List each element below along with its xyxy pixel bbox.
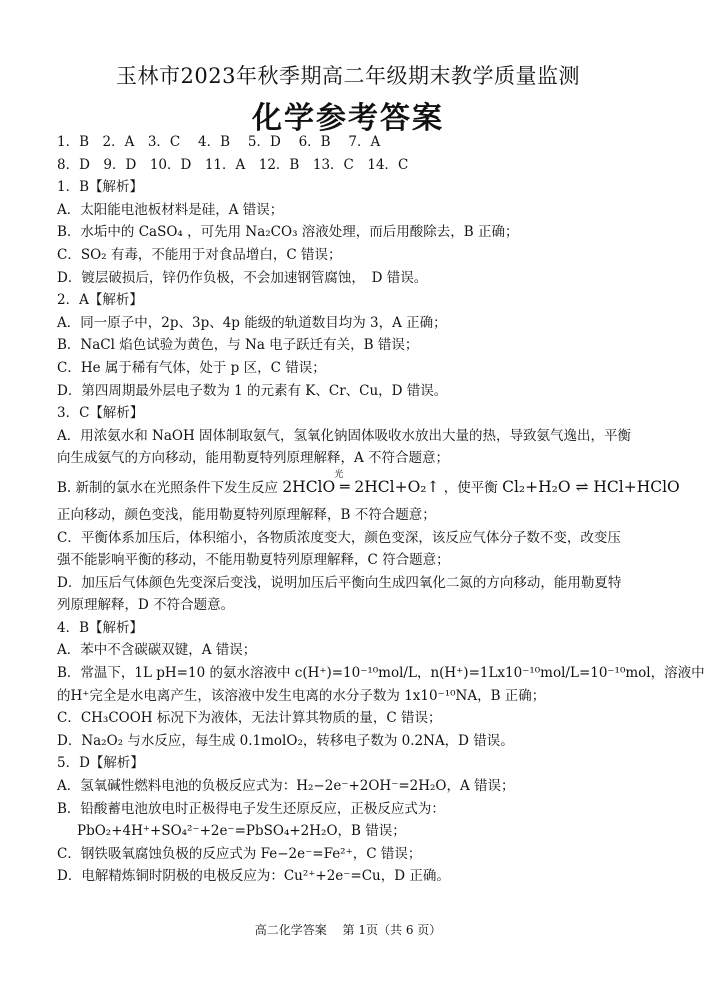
q2-option-a: A．同一原子中，2p、3p、4p 能级的轨道数目均为 3，A 正确； xyxy=(57,314,447,331)
q5-option-a: A．氢氧碱性燃料电池的负极反应式为：H₂−2e⁻+2OH⁻=2H₂O，A 错误； xyxy=(57,778,515,795)
q5-option-b-line1: B．铅酸蓄电池放电时正极得电子发生还原反应，正极反应式为： xyxy=(57,800,445,817)
q4-option-c: C．CH₃COOH 标况下为液体，无法计算其物质的量，C 错误； xyxy=(57,710,442,727)
document-title: 玉林市2023年秋季期高二年级期末教学质量监测 xyxy=(116,64,580,88)
q2-heading: 2．A【解析】 xyxy=(57,292,143,309)
document-subtitle: 化学参考答案 xyxy=(252,101,444,136)
q3-option-b-mid: ，使平衡 xyxy=(443,479,498,496)
q4-option-b-line1: B．常温下，1L pH=10 的氨水溶液中 c(H⁺)=10⁻¹⁰mol/L，n(H⁺)=1Lx10⁻¹⁰mol/L=10⁻¹⁰mol，溶液中 xyxy=(57,665,705,682)
q3-option-d-line1: D．加压后气体颜色先变深后变浅，说明加压后平衡向生成四氧化二氮的方向移动，能用勒夏特 xyxy=(57,574,622,591)
page-footer: 高二化学答案 第 1页（共 6 页） xyxy=(254,923,442,937)
q3-option-a-line2: 向生成氨气的方向移动，能用勒夏特列原理解释，A 不符合题意； xyxy=(57,450,450,467)
q5-heading: 5．D【解析】 xyxy=(57,755,144,772)
q4-option-b-line2: 的H⁺完全是水电离产生，该溶液中发生电离的水分子数为 1x10⁻¹⁰NA，B 正确； xyxy=(57,687,546,704)
answer-key-row-2: 8．D 9．D 10．D 11．A 12．B 13．C 14．C xyxy=(57,156,409,173)
q4-heading: 4．B【解析】 xyxy=(57,619,144,636)
q1-option-a: A．太阳能电池板材料是硅，A 错误； xyxy=(57,201,284,218)
q3-option-d-line2: 列原理解释，D 不符合题意。 xyxy=(57,597,235,614)
q2-option-c: C．He 属于稀有气体，处于 p 区，C 错误； xyxy=(57,359,326,376)
q3-option-c-line1: C．平衡体系加压后，体积缩小，各物质浓度变大，颜色变深，该反应气体分子数不变，改变压 xyxy=(57,529,621,546)
q3-heading: 3．C【解析】 xyxy=(57,405,144,422)
answer-key-row-1: 1．B 2．A 3．C 4．B 5．D 6．B 7．A xyxy=(57,134,381,150)
q3-equation-equilibrium: Cl₂+H₂O ⇌ HCl+HClO xyxy=(502,477,680,496)
q5-option-c: C．钢铁吸氧腐蚀负极的反应式为 Fe−2e⁻=Fe²⁺，C 错误； xyxy=(57,845,422,862)
answer-body xyxy=(57,131,705,888)
q3-option-b-equation-line xyxy=(57,469,680,504)
q3-option-b-prefix: B. 新制的氯水在光照条件下发生反应 xyxy=(57,479,279,496)
q3-equation-photolysis-text: 2HClO ═ 2HCl+O₂↑ xyxy=(282,477,440,496)
q4-option-a: A．苯中不含碳碳双键，A 错误； xyxy=(57,642,257,659)
q3-option-b-line2: 正向移动，颜色变浅，能用勒夏特列原理解释，B 不符合题意； xyxy=(57,506,436,523)
q3-option-a-line1: A．用浓氨水和 NaOH 固体制取氨气，氢氧化钠固体吸收水放出大量的热，导致氨气逸出，平衡 xyxy=(57,427,632,444)
q2-option-d: D．第四周期最外层电子数为 1 的元素有 K、Cr、Cu，D 错误。 xyxy=(57,382,448,399)
q2-option-b: B．NaCl 焰色试验为黄色，与 Na 电子跃迁有关，B 错误； xyxy=(57,337,419,354)
q3-option-c-line2: 强不能影响平衡的移动，不能用勒夏特列原理解释，C 符合题意； xyxy=(57,552,450,569)
light-condition-label: 光 xyxy=(334,469,344,480)
q4-option-d: D．Na₂O₂ 与水反应，每生成 0.1molO₂，转移电子数为 0.2NA，D 错误。 xyxy=(57,732,514,749)
q1-option-b: B．水垢中的 CaSO₄ ，可先用 Na₂CO₃ 溶液处理，而后用酸除去，B 正确； xyxy=(57,224,519,241)
q1-heading: 1．B【解析】 xyxy=(57,179,144,196)
q5-option-b-line2: PbO₂+4H⁺+SO₄²⁻+2e⁻=PbSO₄+2H₂O，B 错误； xyxy=(77,823,406,840)
q3-equation-photolysis xyxy=(282,470,439,504)
q1-option-d: D．镀层破损后，锌仍作负极，不会加速钢管腐蚀， D 错误。 xyxy=(57,269,428,286)
q5-option-d: D．电解精炼铜时阴极的电极反应为：Cu²⁺+2e⁻=Cu，D 正确。 xyxy=(57,868,450,885)
q1-option-c: C．SO₂ 有毒，不能用于对食品增白，C 错误； xyxy=(57,246,342,263)
